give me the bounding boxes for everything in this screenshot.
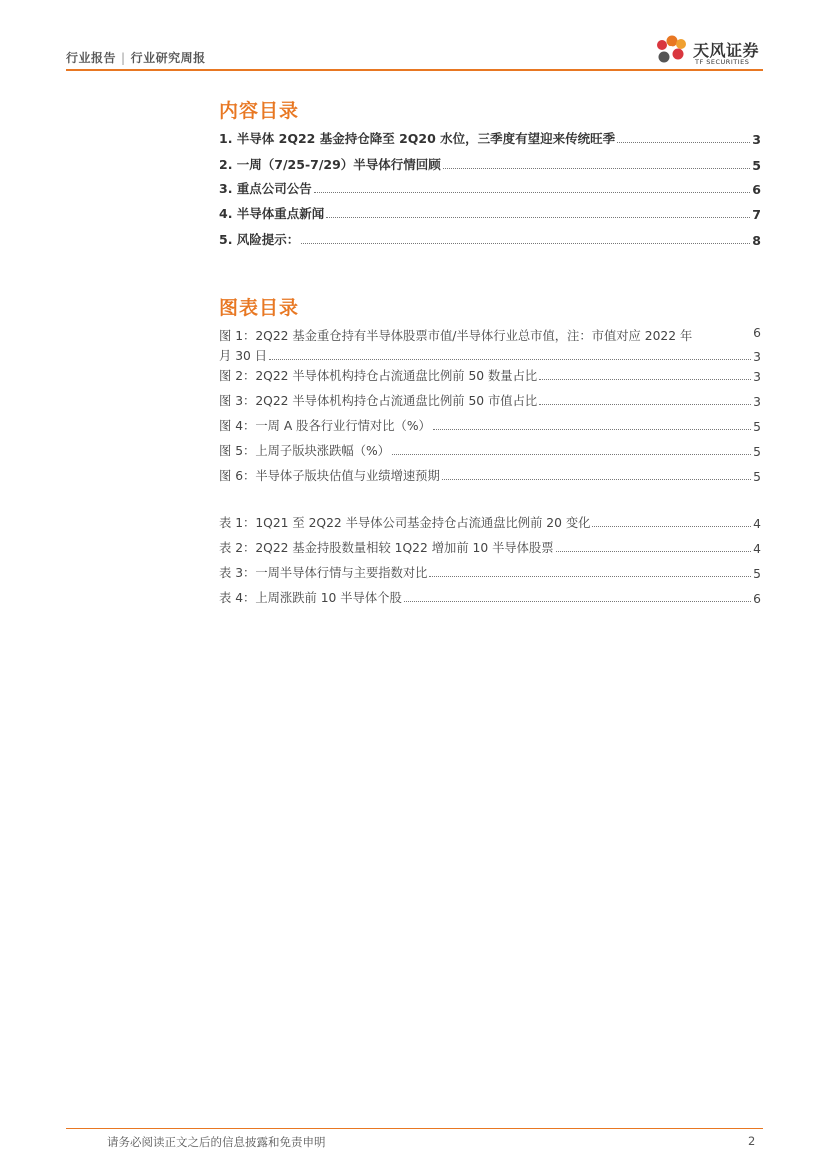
toc-item[interactable] [219,129,761,147]
figure-item-page: 3 [753,395,761,409]
dot-leader [617,141,750,143]
figure-item-label: 图 2：2Q22 半导体机构持仓占流通盘比例前 50 数量占比 [219,369,538,383]
figure-item-page: 3 [753,370,761,384]
table-item-page: 5 [753,567,761,581]
figure-item-label: 图 3：2Q22 半导体机构持仓占流通盘比例前 50 市值占比 [219,394,538,408]
figure-item-label: 图 4：一周 A 股各行业行情对比（%） [219,419,431,433]
figure-item-label-cont: 月 30 日 [219,349,268,363]
figure-item-label: 图 6：半导体子版块估值与业绩增速预期 [219,469,440,483]
toc-item[interactable] [219,155,761,173]
toc-item[interactable] [219,179,761,197]
table-item-page: 4 [753,542,761,556]
dot-leader [433,428,751,430]
figure-item-label-end: 6 [753,326,761,340]
report-header-label [66,49,206,66]
figure-item[interactable] [219,466,761,484]
report-category: 行业报告 [66,51,117,65]
toc-item-label: 1. 半导体 2Q22 基金持仓降至 2Q20 水位，三季度有望迎来传统旺季 [219,131,616,146]
table-item[interactable] [219,588,761,606]
table-item[interactable] [219,538,761,556]
dot-leader [301,242,750,244]
toc-item-page: 7 [752,207,761,222]
figure-item-page: 5 [753,445,761,459]
toc-item-label: 5. 风险提示： [219,232,300,247]
footer-divider [66,1128,763,1129]
toc-item[interactable] [219,230,761,248]
figures-title: 图表目录 [219,297,300,319]
company-logo [652,28,764,70]
toc-item-label: 2. 一周（7/25-7/29）半导体行情回顾 [219,157,441,172]
figure-item-page: 3 [753,350,761,364]
report-type: 行业研究周报 [130,51,206,65]
figure-item-label: 图 1：2Q22 基金重仓持有半导体股票市值/半导体行业总市值，注：市值对应 2022 年 [219,329,693,343]
contents-title: 内容目录 [219,100,300,122]
header-separator: | [121,51,126,65]
toc-item-label: 4. 半导体重点新闻 [219,206,325,221]
table-item[interactable] [219,563,761,581]
toc-item-page: 5 [752,158,761,173]
toc-item-page: 8 [752,233,761,248]
dot-leader [443,167,750,169]
table-item-label: 表 1：1Q21 至 2Q22 半导体公司基金持仓占流通盘比例前 20 变化 [219,516,591,530]
toc-item-page: 6 [752,182,761,197]
dot-leader [269,358,751,360]
dot-leader [592,525,751,527]
table-item-label: 表 2：2Q22 基金持股数量相较 1Q22 增加前 10 半导体股票 [219,541,554,555]
dot-leader [392,453,751,455]
table-item[interactable] [219,513,761,531]
dot-leader [556,550,752,552]
figure-item[interactable] [219,416,761,434]
logo-name-en: TF SECURITIES [695,58,750,66]
dot-leader [539,403,751,405]
table-item-page: 4 [753,517,761,531]
dot-leader [442,478,751,480]
table-item-label: 表 4：上周涨跌前 10 半导体个股 [219,591,402,605]
footer-disclaimer: 请务必阅读正文之后的信息披露和免责申明 [107,1135,326,1149]
dot-leader [326,216,750,218]
figure-item[interactable] [219,391,761,409]
figure-item-page: 5 [753,470,761,484]
dot-leader [404,600,751,602]
logo-name-cn: 天风证券 [693,41,760,60]
figure-item[interactable] [219,326,761,364]
toc-item-label: 3. 重点公司公告 [219,181,312,196]
figure-item-page: 5 [753,420,761,434]
header-divider [66,69,763,71]
figure-item[interactable] [219,366,761,384]
dot-leader [429,575,751,577]
dot-leader [314,191,750,193]
dot-leader [539,378,751,380]
toc-item[interactable] [219,204,761,222]
table-item-page: 6 [753,592,761,606]
table-item-label: 表 3：一周半导体行情与主要指数对比 [219,566,428,580]
figure-item[interactable] [219,441,761,459]
petal-logo-icon [652,28,692,70]
page-number: 2 [748,1134,756,1148]
figure-item-label: 图 5：上周子版块涨跌幅（%） [219,444,390,458]
toc-item-page: 3 [752,132,761,147]
